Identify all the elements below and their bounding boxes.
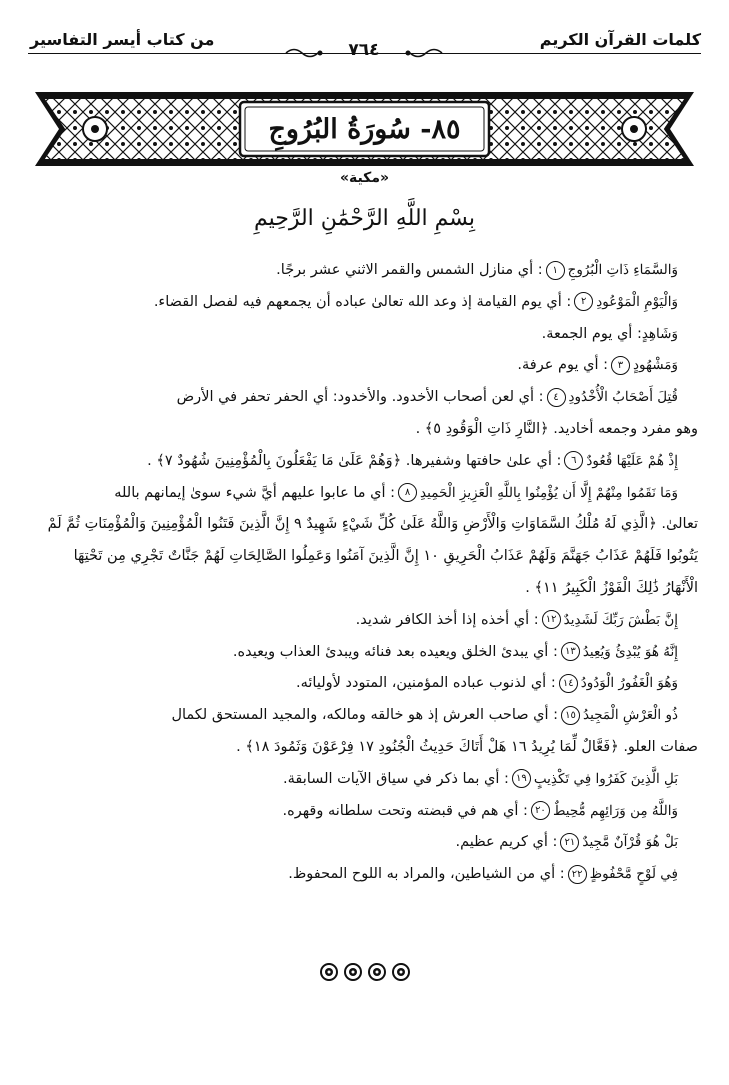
verse-number: ١٣ <box>561 642 580 661</box>
entry-line <box>30 796 698 828</box>
entry-line <box>30 446 698 478</box>
quran-phrase: وَشَاهِدٍ <box>641 325 678 342</box>
entry-line <box>30 541 698 573</box>
entry-line <box>30 827 698 859</box>
explanation-text: : أي أخذه إذا أخذ الكافر شديد. <box>355 611 539 628</box>
flower-ornament-icon <box>319 962 339 982</box>
end-ornament <box>310 962 420 984</box>
explanation-text: : أي يوم القيامة إذ وعد الله تعالىٰ عباده أن يجمعهم فيه لفصل القضاء. <box>153 293 572 310</box>
book-title: كلمات القرآن الكريم <box>539 30 701 49</box>
verse-number: ٢٠ <box>531 801 550 820</box>
quran-phrase: وَالسَّمَاءِ ذَاتِ الْبُرُوجِ <box>567 262 678 278</box>
quran-phrase: وَاللَّهُ مِن وَرَائِهِم مُّحِيطٌ <box>552 802 678 819</box>
quran-phrase: وَهُوَ الْغَفُورُ الْوَدُودُ <box>580 675 678 692</box>
explanation-text: : أي لذنوب عباده المؤمنين، المتودد لأوليائه. <box>296 675 556 692</box>
explanation-text: : أي يبدئ الخلق ويعيده بعد فنائه ويبدئ العذاب ويعيده. <box>232 643 558 660</box>
entry-line <box>30 350 698 382</box>
entry-line <box>30 859 698 891</box>
verse-number: ٤ <box>547 388 566 407</box>
explanation-text: : أي من الشياطين، والمراد به اللوح المحفوظ. <box>288 866 565 883</box>
entry-line <box>30 478 698 510</box>
explanation-text: : أي كريم عظيم. <box>455 834 558 851</box>
entry-line <box>30 382 698 414</box>
explanation-text: الْأَنْهَارُ ذَٰلِكَ الْفَوْزُ الْكَبِيرُ ١١﴾ . <box>525 579 698 596</box>
quran-phrase: بَلْ هُوَ قُرْآنٌ مَّجِيدٌ <box>582 834 678 851</box>
verse-number: ١٩ <box>512 769 531 788</box>
flower-ornament-icon <box>367 962 387 982</box>
entry-line <box>30 319 698 351</box>
flower-ornament-icon <box>343 962 363 982</box>
quran-phrase: فِي لَوْحٍ مَّحْفُوظٍ <box>589 866 678 883</box>
verse-number: ٢١ <box>560 833 579 852</box>
quran-phrase: إِنَّ بَطْشَ رَبِّكَ لَشَدِيدٌ <box>563 611 678 628</box>
explanation-text: : أي منازل الشمس والقمر الاثني عشر برجًا. <box>276 262 543 278</box>
verse-number: ١٥ <box>561 706 580 725</box>
explanation-text: : أي بما ذكر في سياق الآيات السابقة. <box>282 770 509 787</box>
surah-title: ٨٥- سُورَةُ البُرُوجِ <box>268 113 461 145</box>
entry-line <box>30 668 698 700</box>
verse-number: ٣ <box>611 356 630 375</box>
quran-phrase: بَلِ الَّذِينَ كَفَرُوا فِي تَكْذِيبٍ <box>533 770 678 787</box>
revelation-type: «مكية» <box>339 170 390 186</box>
quran-phrase: قُتِلَ أَصْحَابُ الْأُخْدُودِ <box>568 389 678 406</box>
explanation-text: : أي هم في قبضته وتحت سلطانه وقهره. <box>282 802 528 819</box>
explanation-text: : أي صاحب العرش إذ هو خالقه ومالكه، والمجيد المستحق لكمال <box>171 707 559 724</box>
quran-phrase: وَالْيَوْمِ الْمَوْعُودِ <box>596 293 678 310</box>
flower-ornament-icon <box>391 962 411 982</box>
entry-line <box>30 700 698 732</box>
right-flourish-icon <box>404 46 444 60</box>
explanation-text: تعالىٰ. ﴿الَّذِي لَهُ مُلْكُ السَّمَاوَاتِ وَالْأَرْضِ وَاللَّهُ عَلَىٰ كُلِّ شَيْءٍ شَهِيدٌ ٩ إِنَّ الَّذِينَ فَتَنُوا الْمُؤْمِنِينَ وَالْمُؤْمِنَاتِ ثُمَّ لَمْ <box>47 516 698 533</box>
verse-number: ١٤ <box>559 674 578 693</box>
explanation-text: صفات العلو. ﴿فَعَّالٌ لِّمَا يُرِيدُ ١٦ هَلْ أَتَاكَ حَدِيثُ الْجُنُودِ ١٧ فِرْعَوْنَ وَثَمُودَ ١٨﴾ . <box>236 738 698 755</box>
entry-line <box>30 573 698 605</box>
entry-line <box>30 732 698 764</box>
verse-number: ١٢ <box>542 610 561 629</box>
explanation-text: وهو مفرد وجمعه أخاديد. ﴿النَّارِ ذَاتِ الْوَقُودِ ٥﴾ . <box>415 420 698 437</box>
quran-phrase: إِذْ هُمْ عَلَيْهَا قُعُودٌ <box>586 452 678 469</box>
source-title: من كتاب أيسر التفاسير <box>30 30 215 49</box>
verse-number: ٦ <box>564 451 583 470</box>
explanation-text: : أي لعن أصحاب الأخدود. والأخدود: أي الحفر تحفر في الأرض <box>176 389 544 406</box>
entry-line <box>30 414 698 446</box>
explanation-text: يَتُوبُوا فَلَهُمْ عَذَابُ جَهَنَّمَ وَلَهُمْ عَذَابُ الْحَرِيقِ ١٠ إِنَّ الَّذِينَ آمَنُوا وَعَمِلُوا الصَّالِحَاتِ لَهُمْ جَنَّاتٌ تَجْرِي مِن تَحْتِهَا <box>73 548 698 565</box>
basmala: بِسْمِ اللَّهِ الرَّحْمَٰنِ الرَّحِيمِ <box>253 206 476 231</box>
verse-number: ٢ <box>574 292 593 311</box>
explanation-text: : أي ما عابوا عليهم أيَّ شيء سوىٰ إيمانهم بالله <box>114 484 396 501</box>
entry-line <box>30 764 698 796</box>
entry-line <box>30 605 698 637</box>
verse-number: ٢٢ <box>568 865 587 884</box>
vocabulary-list <box>30 255 698 891</box>
quran-phrase: ذُو الْعَرْشِ الْمَجِيدُ <box>583 707 678 724</box>
quran-phrase: وَمَا نَقَمُوا مِنْهُمْ إِلَّا أَن يُؤْمِنُوا بِاللَّهِ الْعَزِيزِ الْحَمِيدِ <box>420 484 678 501</box>
verse-number: ٨ <box>398 483 417 502</box>
verse-number: ١ <box>546 261 565 280</box>
entry-line <box>30 509 698 541</box>
entry-line <box>30 255 698 287</box>
quran-phrase: وَمَشْهُودٍ <box>632 357 678 374</box>
quran-phrase: إِنَّهُ هُوَ يُبْدِئُ وَيُعِيدُ <box>582 643 678 660</box>
page-number-ornament <box>284 40 444 66</box>
page-number: ٧٦٤ <box>348 40 380 60</box>
explanation-text: : أي علىٰ حافتها وشفيرها. ﴿وَهُمْ عَلَىٰ مَا يَفْعَلُونَ بِالْمُؤْمِنِينَ شُهُودٌ ٧﴾ . <box>147 452 562 469</box>
entry-line <box>30 637 698 669</box>
explanation-text: : أي يوم عرفة. <box>517 357 608 374</box>
entry-line <box>30 287 698 319</box>
explanation-text: : أي يوم الجمعة. <box>541 325 642 342</box>
